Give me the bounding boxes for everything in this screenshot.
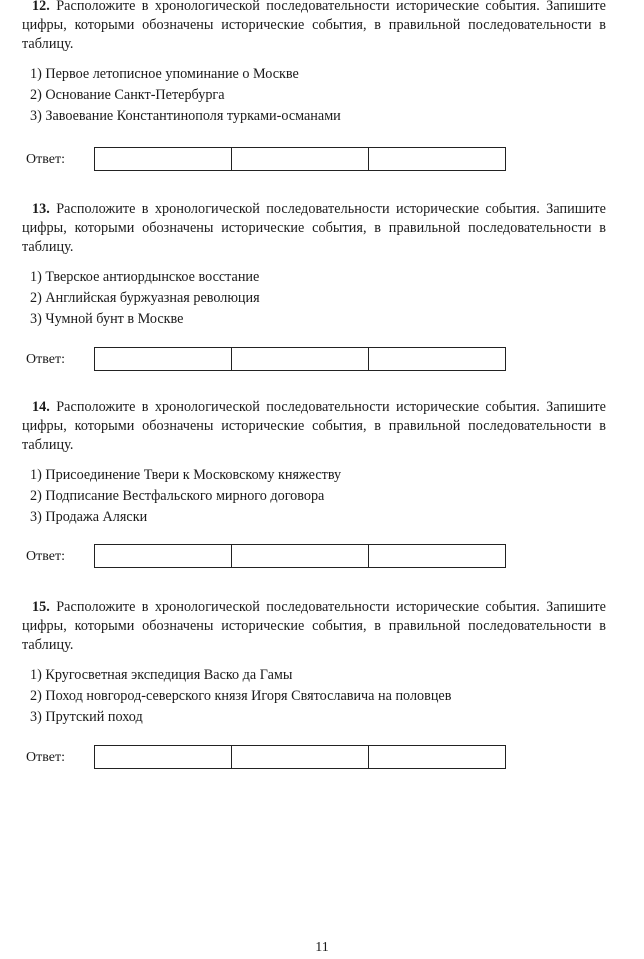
- answer-cell[interactable]: [232, 148, 369, 170]
- event-item: 3) Завоевание Константинополя турками-османами: [30, 108, 341, 124]
- task-14: [22, 398, 606, 528]
- task-number: 12.: [32, 0, 50, 14]
- answer-cell[interactable]: [95, 545, 232, 567]
- event-list: [22, 64, 606, 127]
- task-text: Расположите в хронологической последовательности исторические события. Запишите цифры, которыми обозначены исторические события, в правильной последовательности в таблицу.: [22, 399, 606, 453]
- answer-cell[interactable]: [369, 148, 505, 170]
- event-item: 3) Прутский поход: [30, 709, 143, 725]
- task-13: [22, 200, 606, 330]
- event-item: 1) Кругосветная экспедиция Васко да Гамы: [30, 667, 293, 683]
- event-item: 2) Поход новгород-северского князя Игоря Святославича на половцев: [30, 688, 452, 704]
- task-statement: [22, 200, 606, 257]
- answer-row-15: [22, 745, 606, 773]
- answer-table: [94, 745, 506, 769]
- event-list: [22, 267, 606, 330]
- task-number: 14.: [32, 399, 50, 415]
- event-item: 2) Английская буржуазная революция: [30, 290, 260, 306]
- task-15: [22, 598, 606, 728]
- event-item: 1) Присоединение Твери к Московскому княжеству: [30, 467, 342, 483]
- answer-cell[interactable]: [232, 746, 369, 768]
- answer-row-12: [22, 147, 606, 175]
- page-number: 11: [315, 940, 329, 955]
- answer-label: Ответ:: [26, 750, 65, 765]
- answer-cell[interactable]: [95, 148, 232, 170]
- task-number: 15.: [32, 599, 50, 615]
- answer-table: [94, 544, 506, 568]
- answer-cell[interactable]: [232, 545, 369, 567]
- answer-cell[interactable]: [95, 746, 232, 768]
- event-item: 2) Подписание Вестфальского мирного договора: [30, 488, 325, 504]
- task-12: [22, 0, 606, 127]
- answer-label: Ответ:: [26, 152, 65, 167]
- answer-cell[interactable]: [369, 348, 505, 370]
- task-statement: [22, 398, 606, 455]
- answer-cell[interactable]: [95, 348, 232, 370]
- task-statement: [22, 0, 606, 54]
- task-text: Расположите в хронологической последовательности исторические события. Запишите цифры, которыми обозначены исторические события, в правильной последовательности в таблицу.: [22, 0, 606, 52]
- answer-table: [94, 147, 506, 171]
- answer-cell[interactable]: [232, 348, 369, 370]
- task-statement: [22, 598, 606, 655]
- answer-cell[interactable]: [369, 545, 505, 567]
- task-text: Расположите в хронологической последовательности исторические события. Запишите цифры, которыми обозначены исторические события, в правильной последовательности в таблицу.: [22, 599, 606, 653]
- event-item: 1) Первое летописное упоминание о Москве: [30, 66, 299, 82]
- task-text: Расположите в хронологической последовательности исторические события. Запишите цифры, которыми обозначены исторические события, в правильной последовательности в таблицу.: [22, 201, 606, 255]
- task-number: 13.: [32, 201, 50, 217]
- answer-table: [94, 347, 506, 371]
- event-item: 1) Тверское антиордынское восстание: [30, 269, 260, 285]
- answer-cell[interactable]: [369, 746, 505, 768]
- event-list: [22, 665, 606, 728]
- event-item: 2) Основание Санкт-Петербурга: [30, 87, 225, 103]
- answer-label: Ответ:: [26, 549, 65, 564]
- event-item: 3) Продажа Аляски: [30, 509, 148, 525]
- event-list: [22, 465, 606, 528]
- answer-row-13: [22, 347, 606, 375]
- event-item: 3) Чумной бунт в Москве: [30, 311, 184, 327]
- answer-row-14: [22, 544, 606, 572]
- answer-label: Ответ:: [26, 352, 65, 367]
